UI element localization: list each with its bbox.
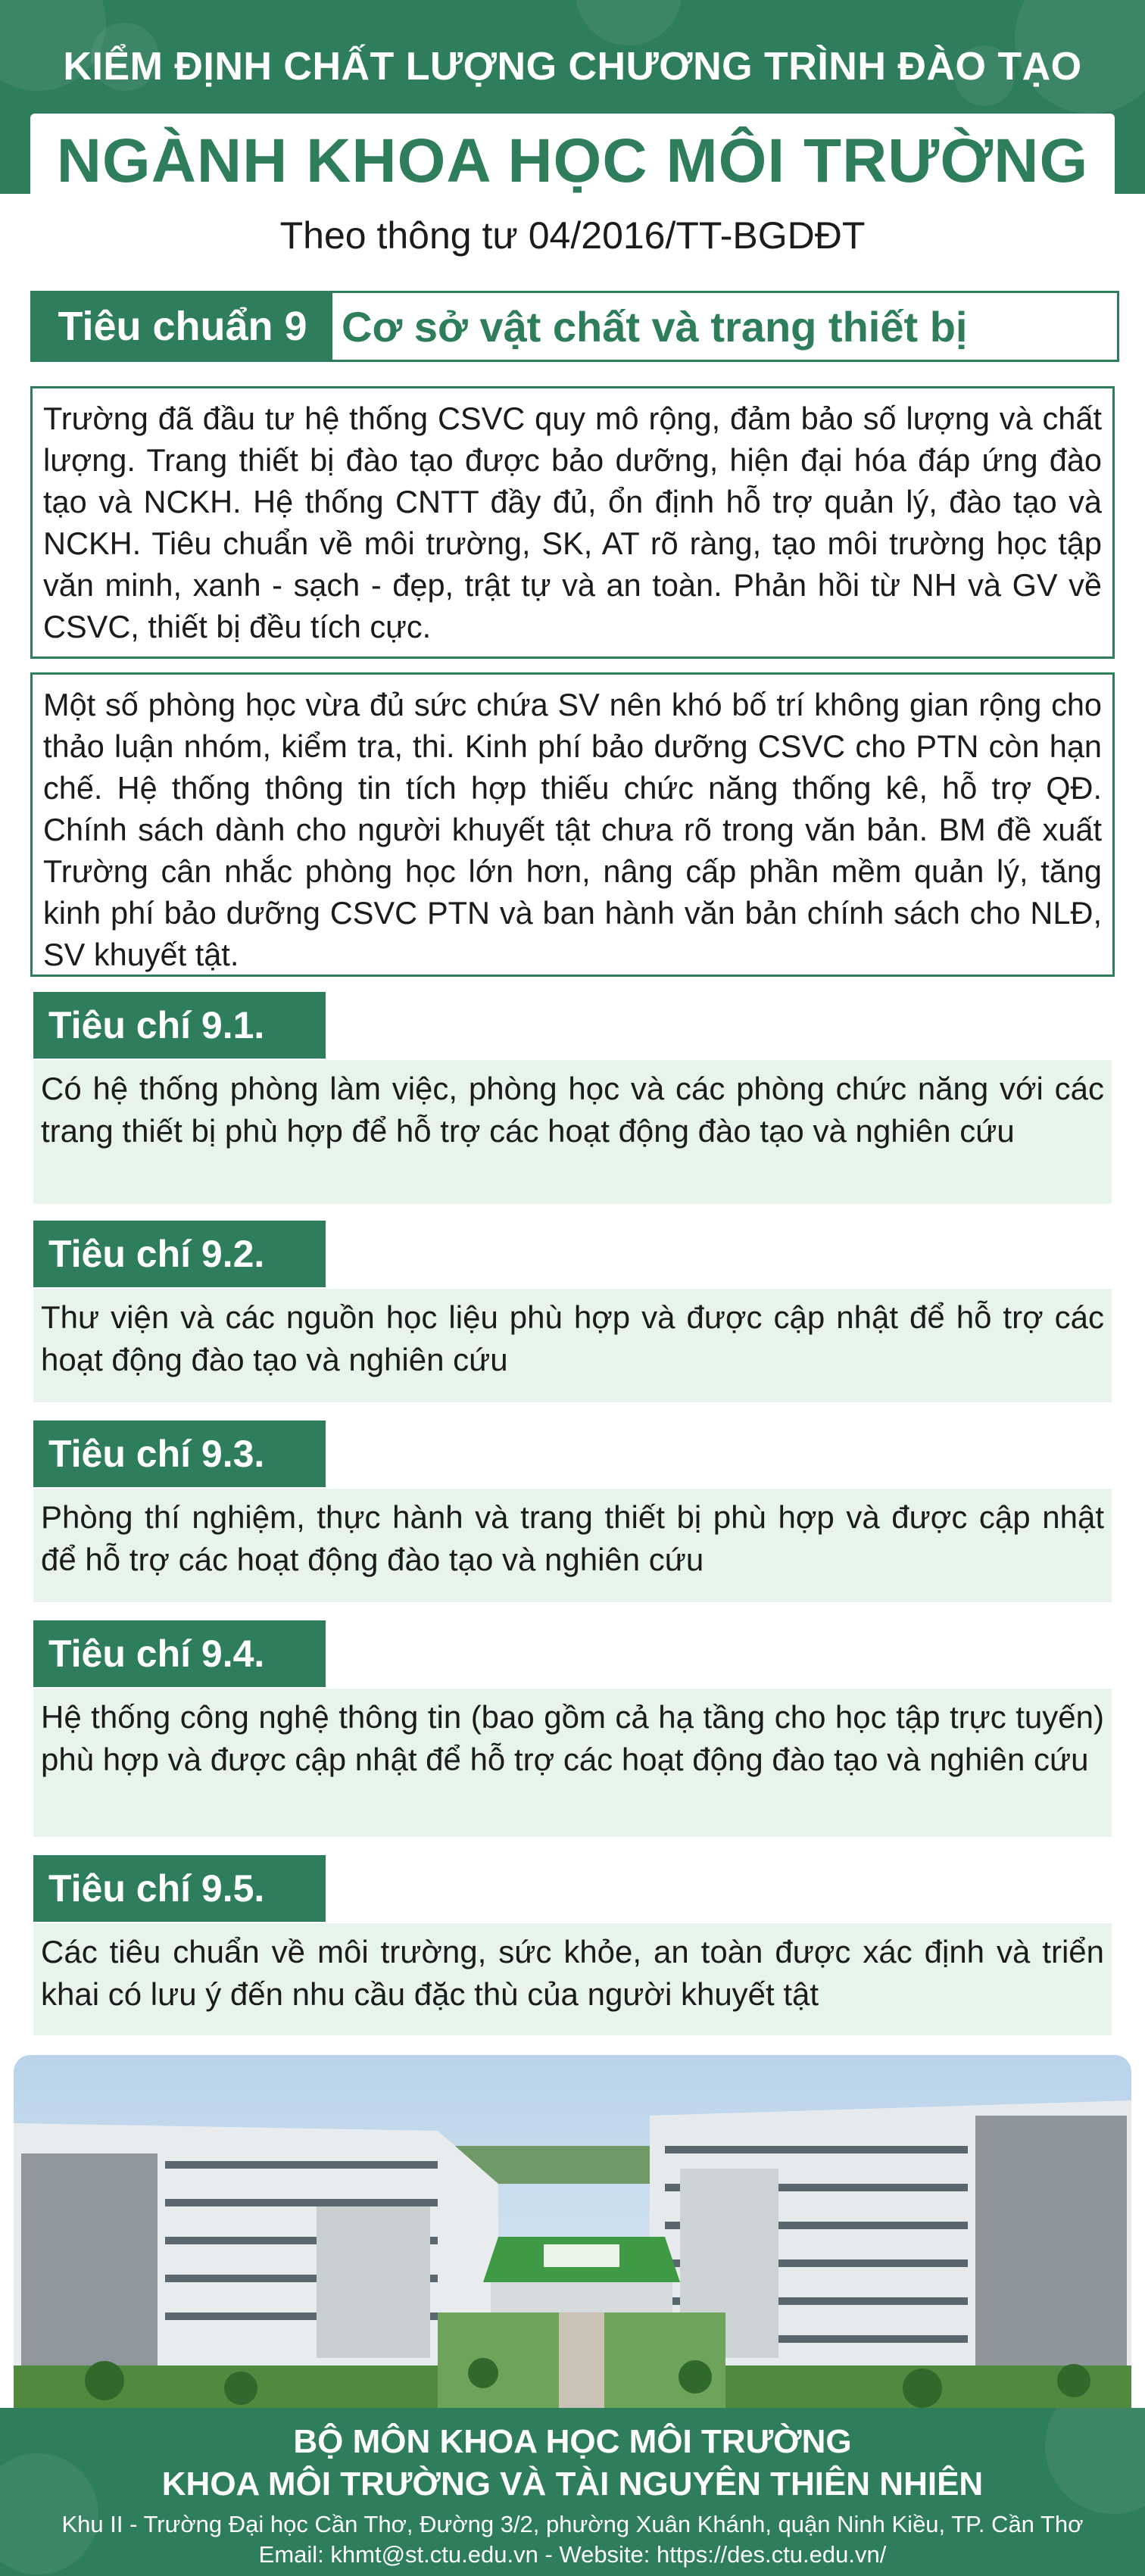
footer <box>0 2408 1145 2576</box>
header-title: KIỂM ĐỊNH CHẤT LƯỢNG CHƯƠNG TRÌNH ĐÀO TẠO <box>63 45 1082 89</box>
standard-heading <box>30 291 1119 362</box>
circular-reference: Theo thông tư 04/2016/TT-BGDĐT <box>279 214 866 257</box>
footer-department: BỘ MÔN KHOA HỌC MÔI TRƯỜNG <box>293 2423 852 2460</box>
footer-faculty: KHOA MÔI TRƯỜNG VÀ TÀI NGUYÊN THIÊN NHIÊN <box>161 2465 984 2503</box>
criterion-9-1-text: Có hệ thống phòng làm việc, phòng học và các phòng chức năng với các trang thiết bị phù hợp để hỗ trợ các hoạt động đào tạo và nghiên cứu <box>33 1060 1112 1204</box>
campus-photo <box>14 2055 1131 2408</box>
criterion-9-5-label: Tiêu chí 9.5. <box>33 1855 326 1922</box>
standard-name: Cơ sở vật chất và trang thiết bị <box>342 302 968 351</box>
standard-label: Tiêu chuẩn 9 <box>33 293 332 360</box>
criterion-9-5-text: Các tiêu chuẩn về môi trường, sức khỏe, an toàn được xác định và triển khai có lưu ý đến nhu cầu đặc thù của người khuyết tật <box>33 1923 1112 2035</box>
footer-address: Khu II - Trường Đại học Cần Thơ, Đường 3/2, phường Xuân Khánh, quận Ninh Kiều, TP. Cần Thơ <box>61 2511 1084 2537</box>
campus-illustration <box>14 2055 1131 2408</box>
major-title: NGÀNH KHOA HỌC MÔI TRƯỜNG <box>56 126 1089 195</box>
weaknesses-summary: Một số phòng học vừa đủ sức chứa SV nên khó bố trí không gian rộng cho thảo luận nhóm, kiểm tra, thi. Kinh phí bảo dưỡng CSVC cho PTN còn hạn chế. Hệ thống thông tin tích hợp thiếu chức năng thống kê, hỗ trợ QĐ. Chính sách dành cho người khuyết tật chưa rõ trong văn bản. BM đề xuất Trường cân nhắc phòng học lớn hơn, nâng cấp phần mềm quản lý, tăng kinh phí bảo dưỡng CSVC PTN và ban hành văn bản chính sách cho NLĐ, SV khuyết tật. <box>30 672 1115 977</box>
decor-bubble <box>576 0 682 45</box>
strengths-summary: Trường đã đầu tư hệ thống CSVC quy mô rộng, đảm bảo số lượng và chất lượng. Trang thiết bị đào tạo được bảo dưỡng, hiện đại hóa đáp ứng đào tạo và NCKH. Hệ thống CNTT đầy đủ, ổn định hỗ trợ quản lý, đào tạo và NCKH. Tiêu chuẩn về môi trường, SK, AT rõ ràng, tạo môi trường học tập văn minh, xanh - sạch - đẹp, trật tự và an toàn. Phản hồi từ NH và GV về CSVC, thiết bị đều tích cực. <box>30 386 1115 659</box>
criterion-9-1-label: Tiêu chí 9.1. <box>33 992 326 1059</box>
criterion-9-2-label: Tiêu chí 9.2. <box>33 1221 326 1287</box>
footer-contact[interactable]: Email: khmt@st.ctu.edu.vn - Website: https://des.ctu.edu.vn/ <box>258 2541 887 2568</box>
criterion-9-2-text: Thư viện và các nguồn học liệu phù hợp và được cập nhật để hỗ trợ các hoạt động đào tạo và nghiên cứu <box>33 1289 1112 1402</box>
criterion-9-4-text: Hệ thống công nghệ thông tin (bao gồm cả hạ tầng cho học tập trực tuyến) phù hợp và được cập nhật để hỗ trợ các hoạt động đào tạo và nghiên cứu <box>33 1689 1112 1837</box>
criterion-9-4-label: Tiêu chí 9.4. <box>33 1620 326 1687</box>
criterion-9-3-text: Phòng thí nghiệm, thực hành và trang thiết bị phù hợp và được cập nhật để hỗ trợ các hoạt động đào tạo và nghiên cứu <box>33 1489 1112 1602</box>
criterion-9-3-label: Tiêu chí 9.3. <box>33 1421 326 1487</box>
